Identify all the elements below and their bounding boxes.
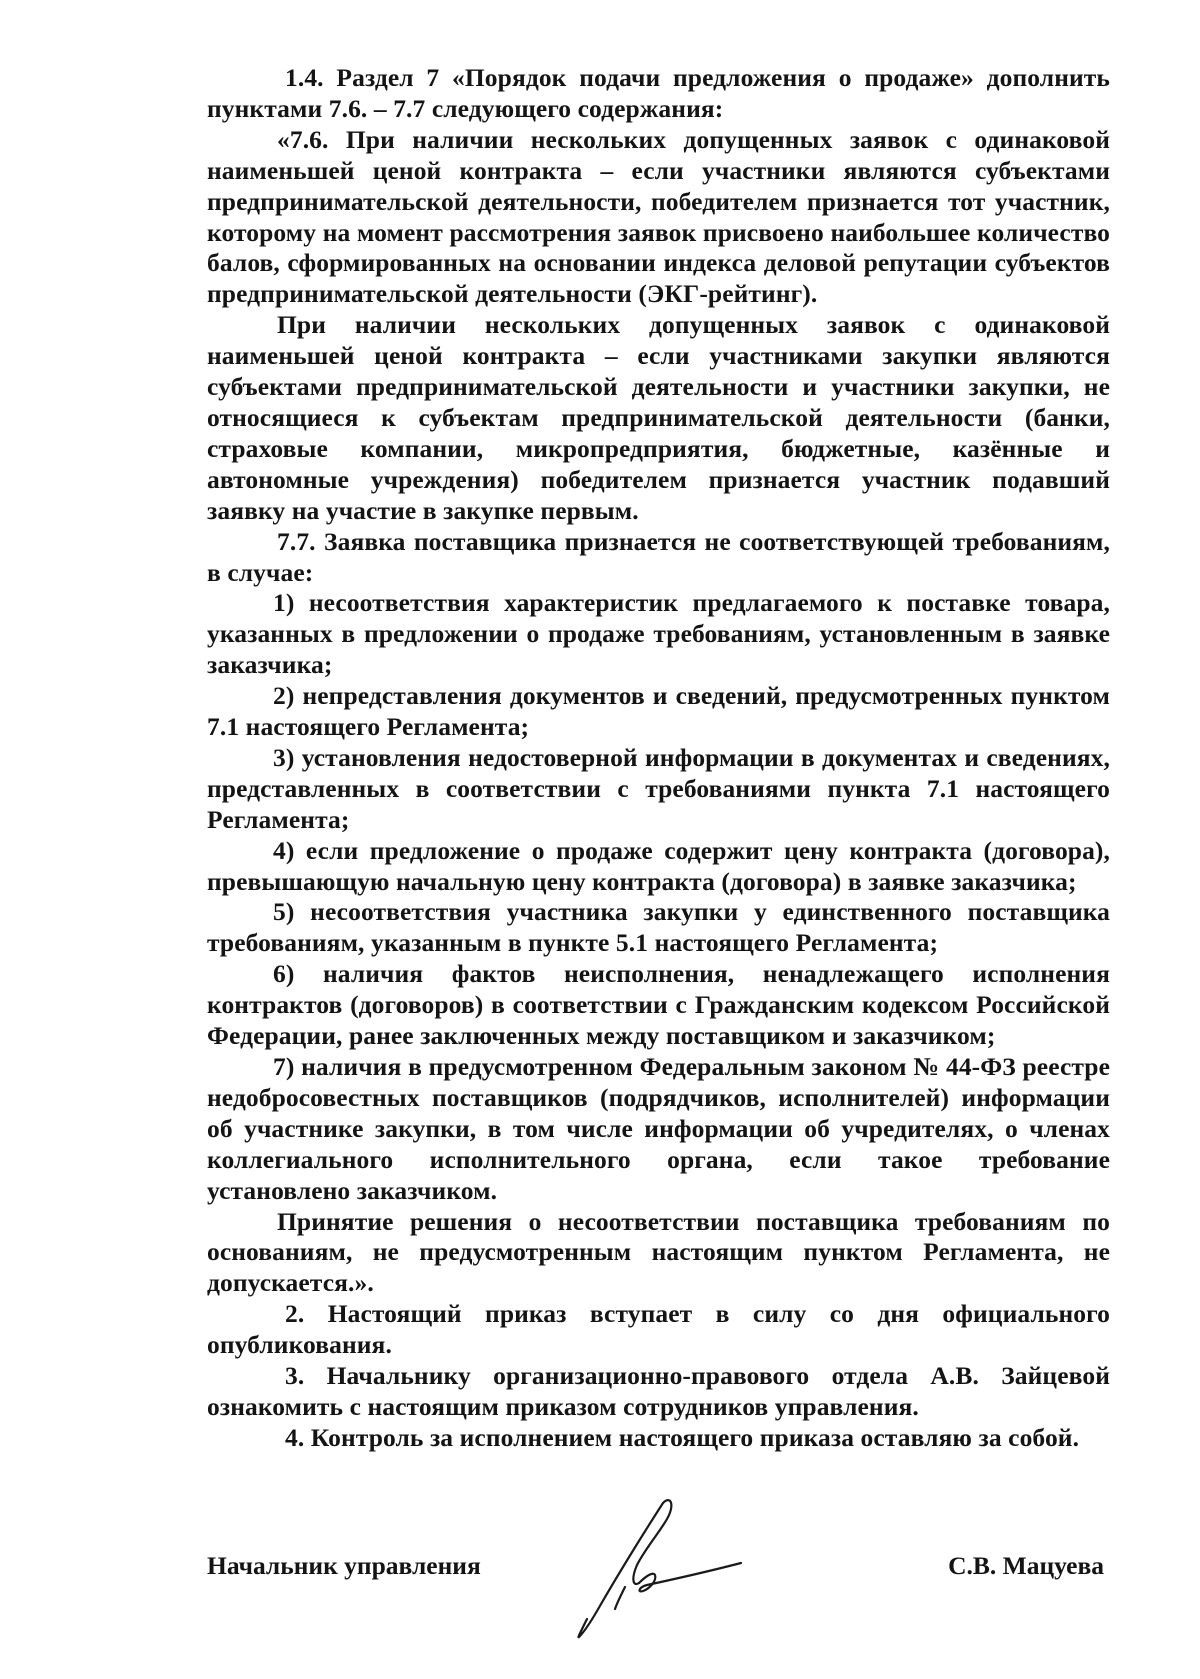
paragraph-decision: Принятие решения о несоответствии поставщика требованиям по основаниям, не предусмотренным настоящим пунктом Регламента, не допускается.». [207, 1206, 1110, 1298]
list-item-7-7-3: 3) установления недостоверной информации в документах и сведениях, представленных в соответствии с требованиями пункта 7.1 настоящего Регламента; [207, 742, 1110, 834]
list-item-7-7-4: 4) если предложение о продаже содержит цену контракта (договора), превышающую начальную цену контракта (договора) в заявке заказчика; [207, 835, 1110, 896]
paragraph-section-1-4: 1.4. Раздел 7 «Порядок подачи предложения о продаже» дополнить пунктами 7.6. – 7.7 следующего содержания: [207, 63, 1110, 123]
paragraph-7-6-continued: При наличии нескольких допущенных заявок с одинаковой наименьшей ценой контракта – если участниками закупки являются субъектами предпринимательской деятельности и участники закупки, не относящиеся к субъектам предпринимательской деятельности (банки, страховые компании, микропредприятия, бюджетные, казённые и автономные учреждения) победителем признается участник подавший заявку на участие в закупке первым. [207, 310, 1110, 525]
handwritten-signature [575, 1491, 745, 1641]
paragraph-order-4: 4. Контроль за исполнением настоящего приказа оставляю за собой. [285, 1422, 1080, 1452]
list-item-7-7-5: 5) несоответствия участника закупки у единственного поставщика требованиям, указанным в пункте 5.1 настоящего Регламента; [207, 897, 1110, 958]
list-item-7-7-6: 6) наличия фактов неисполнения, ненадлежащего исполнения контрактов (договоров) в соответствии с Гражданским кодексом Российской Федерации, ранее заключенных между поставщиком и заказчиком; [207, 959, 1110, 1051]
list-item-7-7-7: 7) наличия в предусмотренном Федеральным законом № 44-ФЗ реестре недобросовестных поставщиков (подрядчиков, исполнителей) информации об участнике закупки, в том числе информации об учредителях, о членах коллегиального исполнительного органа, если такое требование установлено заказчиком. [207, 1052, 1110, 1205]
list-item-7-7-1: 1) несоответствия характеристик предлагаемого к поставке товара, указанных в предложении о продаже требованиям, установленным в заявке заказчика; [207, 588, 1110, 680]
document-body [207, 63, 1110, 1454]
paragraph-order-3: 3. Начальнику организационно-правового отдела А.В. Зайцевой ознакомить с настоящим приказом сотрудников управления. [207, 1361, 1110, 1421]
signatory-position: Начальник управления [207, 1551, 481, 1580]
paragraph-7-6: «7.6. При наличии нескольких допущенных заявок с одинаковой наименьшей ценой контракта – если участники являются субъектами предпринимательской деятельности, победителем признается тот участник, которому на момент рассмотрения заявок присвоено наибольшее количество балов, сформированных на основании индекса деловой репутации субъектов предпринимательской деятельности (ЭКГ-рейтинг). [207, 124, 1110, 309]
signatory-name: С.В. Мацуева [948, 1551, 1104, 1580]
list-item-7-7-2: 2) непредставления документов и сведений, предусмотренных пунктом 7.1 настоящего Регламента; [207, 681, 1110, 742]
paragraph-order-2: 2. Настоящий приказ вступает в силу со дня официального опубликования. [207, 1299, 1110, 1360]
paragraph-7-7: 7.7. Заявка поставщика признается не соответствующей требованиям, в случае: [207, 526, 1110, 587]
